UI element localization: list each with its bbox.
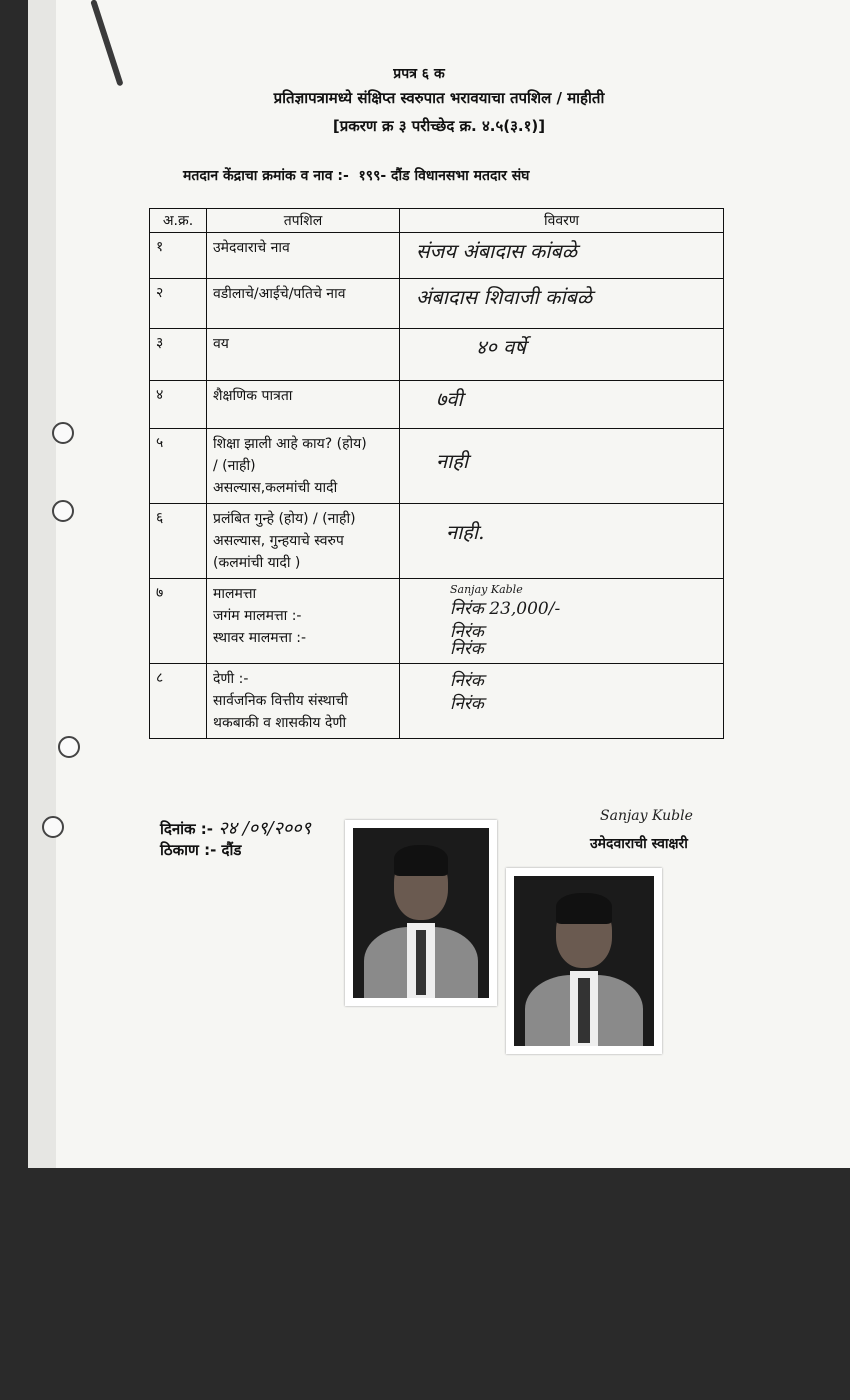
handwritten-value: नाही. <box>446 520 485 544</box>
handwritten-value: निरंक <box>450 622 484 642</box>
photo-hair <box>556 893 612 924</box>
row-serial: ४ <box>150 381 207 429</box>
constituency-line <box>183 166 529 185</box>
row-detail-line: (कलमांची यादी ) <box>213 555 301 571</box>
column-header-detail: तपशिल <box>207 209 400 233</box>
row-detail <box>207 233 400 279</box>
row-value <box>400 233 724 279</box>
row-detail-line: असल्यास, गुन्हयाचे स्वरुप <box>213 533 344 549</box>
handwritten-value: निरंक <box>450 694 484 714</box>
row-detail-line: वडीलाचे/आईचे/पतिचे नाव <box>213 286 346 302</box>
row-detail-line: प्रलंबित गुन्हे (होय) / (नाही) <box>213 511 356 527</box>
date-line <box>160 816 311 840</box>
signature-label: उमेदवाराची स्वाक्षरी <box>590 836 688 852</box>
table-header-row <box>150 209 724 233</box>
row-value <box>400 664 724 739</box>
photo-image <box>514 876 654 1046</box>
candidate-photo <box>506 868 662 1054</box>
candidate-photo <box>345 820 497 1006</box>
table-row <box>150 233 724 279</box>
row-value <box>400 329 724 381</box>
row-detail-line: देणी :- <box>213 671 249 687</box>
row-serial: ६ <box>150 504 207 579</box>
row-detail-line: शिक्षा झाली आहे काय? (होय) <box>213 436 367 452</box>
row-detail-line: उमेदवाराचे नाव <box>213 240 290 256</box>
row-value <box>400 579 724 664</box>
column-header-description: विवरण <box>400 209 724 233</box>
handwritten-value: नाही <box>436 449 469 473</box>
row-detail-line: स्थावर मालमत्ता :- <box>213 630 307 646</box>
row-detail <box>207 329 400 381</box>
handwritten-value: निरंक 23,000/- <box>450 599 561 619</box>
row-serial: ३ <box>150 329 207 381</box>
handwritten-value: ४० वर्षे <box>476 335 526 359</box>
row-detail-line: मालमत्ता <box>213 586 257 602</box>
punch-hole <box>52 422 74 444</box>
table-row <box>150 279 724 329</box>
photo-hair <box>394 845 448 876</box>
handwritten-value: संजय अंबादास कांबळे <box>416 239 578 263</box>
table-row <box>150 329 724 381</box>
row-value <box>400 429 724 504</box>
row-detail <box>207 664 400 739</box>
row-detail <box>207 279 400 329</box>
handwritten-value: निरंक <box>450 639 484 659</box>
row-serial: २ <box>150 279 207 329</box>
column-header-serial: अ.क्र. <box>150 209 207 233</box>
handwritten-value: अंबादास शिवाजी कांबळे <box>416 285 593 309</box>
handwritten-value: Sanjay Kable <box>450 583 523 596</box>
handwritten-value: निरंक <box>450 671 484 691</box>
date-label: दिनांक :- <box>160 820 214 838</box>
photo-tie <box>578 978 589 1043</box>
document-reference: [प्रकरण क्र ३ परीच्छेद क्र. ४.५(३.१)] <box>332 117 546 135</box>
details-table <box>149 208 724 739</box>
photo-image <box>353 828 489 998</box>
constituency-value: १९९- दौंड विधानसभा मतदार संघ <box>358 168 530 184</box>
row-value <box>400 279 724 329</box>
punch-hole <box>52 500 74 522</box>
handwritten-value: ७वी <box>436 387 463 411</box>
row-detail <box>207 504 400 579</box>
document-title: प्रतिज्ञापत्रामध्ये संक्षिप्त स्वरुपात भरावयाचा तपशिल / माहीती <box>273 89 605 107</box>
row-detail <box>207 381 400 429</box>
row-detail-line: वय <box>213 336 229 352</box>
row-detail-line: थकबाकी व शासकीय देणी <box>213 715 347 731</box>
table-row <box>150 664 724 739</box>
form-number: प्रपत्र ६ क <box>393 66 445 82</box>
date-value: २४ /०९/२००९ <box>218 818 311 839</box>
row-detail <box>207 429 400 504</box>
table-row <box>150 579 724 664</box>
photo-tie <box>416 930 427 995</box>
table-row <box>150 381 724 429</box>
row-detail-line: जगंम मालमत्ता :- <box>213 608 302 624</box>
row-detail-line: शैक्षणिक पात्रता <box>213 388 293 404</box>
row-detail <box>207 579 400 664</box>
row-serial: ८ <box>150 664 207 739</box>
row-detail-line: सार्वजनिक वित्तीय संस्थाची <box>213 693 348 709</box>
punch-hole <box>58 736 80 758</box>
candidate-signature: Sanjay Kuble <box>600 808 693 824</box>
constituency-label: मतदान केंद्राचा क्रमांक व नाव :- <box>183 168 349 184</box>
row-serial: ७ <box>150 579 207 664</box>
table-row <box>150 504 724 579</box>
row-serial: १ <box>150 233 207 279</box>
row-value <box>400 381 724 429</box>
row-value <box>400 504 724 579</box>
punch-hole <box>42 816 64 838</box>
table-row <box>150 429 724 504</box>
place-line: ठिकाण :- दौंड <box>160 841 242 859</box>
row-detail-line: / (नाही) <box>213 458 256 474</box>
row-serial: ५ <box>150 429 207 504</box>
page-edge <box>28 0 56 1168</box>
row-detail-line: असल्यास,कलमांची यादी <box>213 480 338 496</box>
